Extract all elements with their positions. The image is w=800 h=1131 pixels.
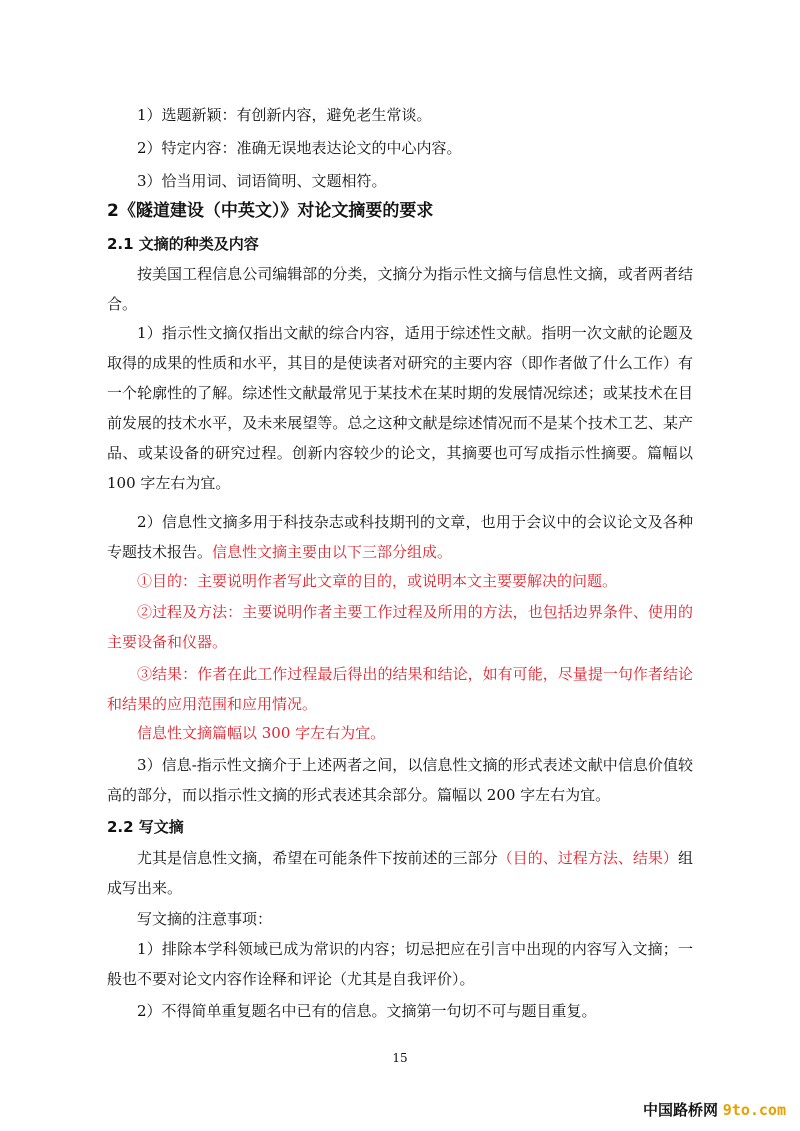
informative-intro-text: 2）信息性文摘多用于科技杂志或科技期刊的文章，也用于会议中的会议论文及各种专题技术报告。	[107, 513, 693, 561]
page-number: 15	[392, 1051, 408, 1065]
watermark-site-domain: 9to.com	[722, 1101, 786, 1119]
paragraph-write-abstract	[107, 843, 693, 903]
paragraph-informative-abstract	[107, 507, 693, 567]
note-item-1: 1）排除本学科领域已成为常识的内容；切忌把应在引言中出现的内容写入文摘；一般也不要对论文内容作诠释和评论（尤其是自我评价）。	[107, 940, 693, 988]
paragraph-mixed-abstract: 3）信息-指示性文摘介于上述两者之间，以信息性文摘的形式表述文献中信息价值较高的部分，而以指示性文摘的形式表述其余部分。篇幅以 200 字左右为宜。	[107, 756, 693, 804]
note-item-2: 2）不得简单重复题名中已有的信息。文摘第一句切不可与题目重复。	[137, 1002, 597, 1020]
write-text-a: 尤其是信息性文摘，希望在可能条件下按前述的三部分	[137, 849, 498, 867]
list-item-specific-content: 2）特定内容：准确无误地表达论文的中心内容。	[137, 139, 462, 157]
part-purpose: ①目的：主要说明作者写此文章的目的，或说明本文主要要解决的问题。	[137, 572, 618, 590]
informative-highlight-text: 信息性文摘主要由以下三部分组成。	[212, 543, 453, 561]
list-item-novel-topic: 1）选题新颖：有创新内容，避免老生常谈。	[137, 106, 432, 124]
notes-title: 写文摘的注意事项：	[137, 910, 273, 928]
subsection-heading-2-1: 2.1 文摘的种类及内容	[107, 235, 259, 253]
part-result: ③结果：作者在此工作过程最后得出的结果和结论，如有可能，尽量提一句作者结论和结果的应用范围和应用情况。	[107, 665, 693, 713]
part-process: ②过程及方法：主要说明作者主要工作过程及所用的方法，也包括边界条件、使用的主要设备和仪器。	[107, 603, 693, 651]
paragraph-indicative-abstract: 1）指示性文摘仅指出文献的综合内容，适用于综述性文献。指明一次文献的论题及取得的成果的性质和水平，其目的是使读者对研究的主要内容（即作者做了什么工作）有一个轮廓性的了解。综述性文献最常见于某技术在某时期的发展情况综述；或某技术在目前发展的技术水平，及未来展望等。总之这种文献是综述情况而不是某个技术工艺、某产品、或某设备的研究过程。创新内容较少的论文，其摘要也可写成指示性摘要。篇幅以 100 字左右为宜。	[107, 324, 693, 492]
watermark	[643, 1098, 786, 1122]
write-text-b: 组成写出来。	[107, 849, 693, 897]
list-item-wording: 3）恰当用词、词语简明、文题相符。	[137, 172, 387, 190]
section-heading-2: 2《隧道建设（中英文）》对论文摘要的要求	[107, 201, 434, 221]
informative-length-note: 信息性文摘篇幅以 300 字左右为宜。	[137, 724, 386, 742]
paragraph-classification: 按美国工程信息公司编辑部的分类，文摘分为指示性文摘与信息性文摘，或者两者结合。	[107, 265, 693, 313]
subsection-heading-2-2: 2.2 写文摘	[107, 818, 184, 836]
watermark-site-name: 中国路桥网	[642, 1101, 718, 1119]
write-highlight-text: （目的、过程方法、结果）	[497, 849, 678, 867]
